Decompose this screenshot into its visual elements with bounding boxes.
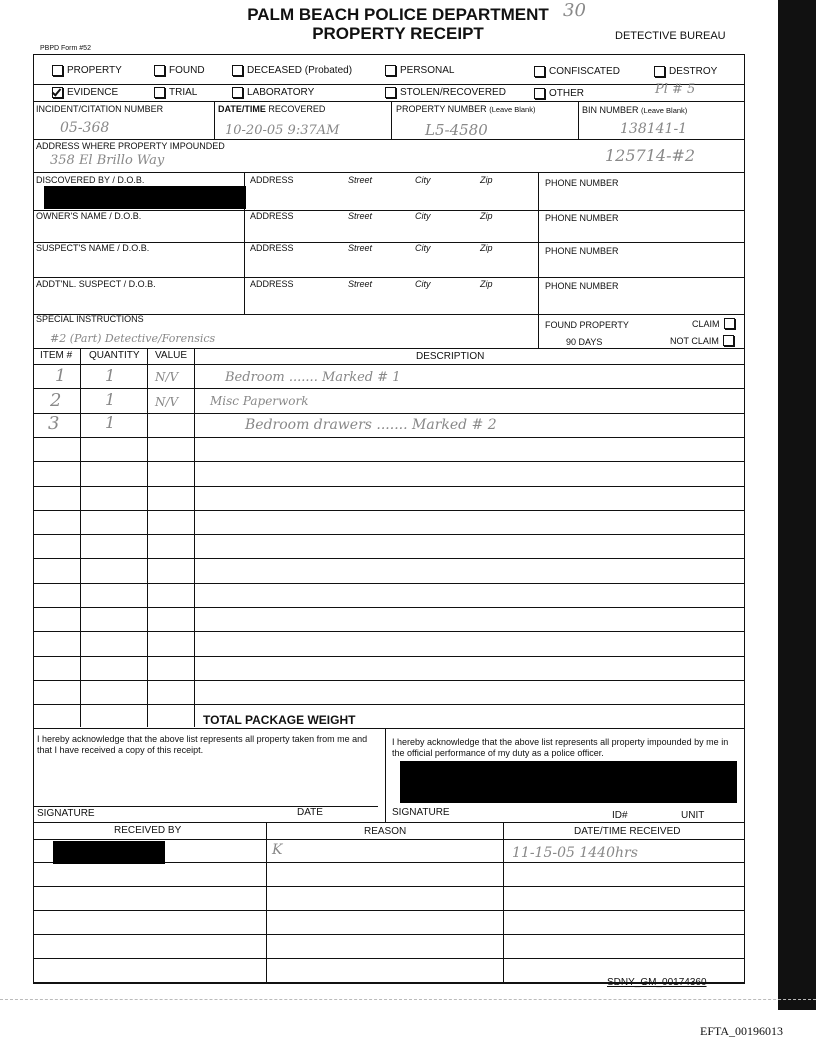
datetime-value: 10-20-05 9:37AM [225, 123, 340, 138]
found-property-label: FOUND PROPERTY [545, 320, 629, 330]
ninety-days-label: 90 DAYS [566, 337, 603, 347]
city-label: City [415, 211, 431, 221]
datetime-received-value: 11-15-05 1440hrs [512, 845, 638, 861]
form-number: PBPD Form #52 [40, 45, 91, 52]
received-by-header: RECEIVED BY [114, 825, 182, 836]
items-row-line [33, 388, 745, 389]
checkbox-box [534, 66, 545, 77]
discovered-by-label: DISCOVERED BY / D.O.B. [36, 175, 145, 185]
city-label: City [415, 279, 431, 289]
incident-label: INCIDENT/CITATION NUMBER [36, 104, 164, 114]
city-label: City [415, 243, 431, 253]
property-number-label: PROPERTY NUMBER (Leave Blank) [396, 104, 536, 114]
zip-label: Zip [480, 211, 493, 221]
col-header-quantity: QUANTITY [89, 350, 140, 361]
street-label: Street [348, 211, 373, 221]
checkbox-box [232, 65, 243, 76]
bureau-label: DETECTIVE BUREAU [615, 30, 726, 42]
checkbox-box [154, 87, 165, 98]
total-package-weight-label: TOTAL PACKAGE WEIGHT [203, 713, 356, 727]
checkbox-box [52, 65, 63, 76]
special-instructions-label: SPECIAL INSTRUCTIONS [36, 314, 144, 324]
form-title: PROPERTY RECEIPT [312, 24, 484, 43]
redaction-box [400, 761, 737, 803]
datetime-received-header: DATE/TIME RECEIVED [574, 826, 681, 837]
bin-number-label: BIN NUMBER (Leave Blank) [582, 105, 688, 115]
checkbox-stolen-recovered[interactable]: STOLEN/RECOVERED [385, 87, 506, 98]
street-label: Street [348, 243, 373, 253]
addtl-suspect-label: ADDT'NL. SUSPECT / D.O.B. [36, 279, 156, 289]
item-2-value: N/V [155, 395, 179, 409]
received-row-line [33, 910, 745, 911]
zip-label: Zip [480, 279, 493, 289]
checkbox-box [385, 65, 396, 76]
received-row-line [33, 934, 745, 935]
items-row-line [33, 656, 745, 657]
phone-label: PHONE NUMBER [545, 246, 619, 256]
item-1-quantity: 1 [105, 366, 116, 385]
checkbox-trial[interactable]: TRIAL [154, 87, 197, 98]
department-title: PALM BEACH POLICE DEPARTMENT [247, 5, 549, 24]
col-header-value: VALUE [155, 350, 188, 361]
items-row-line [33, 680, 745, 681]
datetime-label: DATE/TIME RECOVERED [218, 104, 326, 114]
checkbox-box [154, 65, 165, 76]
checkbox-box-checked [52, 87, 63, 98]
checkbox-property[interactable]: PROPERTY [52, 65, 122, 76]
claim-checkbox[interactable]: CLAIM [692, 318, 735, 329]
items-row-line [33, 461, 745, 462]
incident-value: 05-368 [60, 120, 110, 136]
corner-mark: 30 [563, 0, 586, 21]
date-label: DATE [297, 807, 323, 818]
items-row-line [33, 583, 745, 584]
reason-header: REASON [364, 826, 407, 837]
scan-edge-bar [778, 0, 816, 1010]
checkbox-box [232, 87, 243, 98]
phone-label: PHONE NUMBER [545, 213, 619, 223]
received-row-line [33, 958, 745, 959]
phone-label: PHONE NUMBER [545, 178, 619, 188]
bin-value-2: 125714-#2 [605, 146, 696, 165]
ack-right-text: I hereby acknowledge that the above list represents all property impounded by me in the official performance of my duty as a police officer. [392, 737, 729, 758]
item-1-number: 1 [55, 366, 66, 386]
checkbox-confiscated[interactable]: CONFISCATED [534, 66, 620, 77]
item-2-number: 2 [50, 390, 62, 411]
checkbox-box [723, 335, 734, 346]
checkbox-other[interactable]: OTHER [534, 88, 584, 99]
bottom-scan-line [0, 999, 816, 1000]
property-number-value: L5-4580 [425, 121, 488, 139]
items-row-line [33, 413, 745, 414]
signature-label-left: SIGNATURE [37, 808, 95, 819]
checkbox-deceased[interactable]: DECEASED (Probated) [232, 65, 352, 76]
zip-label: Zip [480, 243, 493, 253]
items-row-line [33, 510, 745, 511]
efta-number: EFTA_00196013 [700, 1024, 784, 1038]
address-label: ADDRESS [250, 211, 294, 221]
checkbox-box [385, 87, 396, 98]
other-value: Pl # 5 [655, 82, 696, 97]
address-label: ADDRESS [250, 279, 294, 289]
items-row-line [33, 631, 745, 632]
checkbox-laboratory[interactable]: LABORATORY [232, 87, 314, 98]
signature-label-right: SIGNATURE [392, 807, 450, 818]
checkbox-box [534, 88, 545, 99]
not-claim-checkbox[interactable]: NOT CLAIM [670, 335, 734, 346]
item-2-quantity: 1 [105, 390, 116, 409]
item-2-description: Misc Paperwork [210, 394, 309, 408]
checkbox-evidence[interactable]: EVIDENCE [52, 87, 118, 98]
address-impounded-label: ADDRESS WHERE PROPERTY IMPOUNDED [36, 141, 225, 151]
checkbox-box [724, 318, 735, 329]
items-row-line [33, 534, 745, 535]
item-3-number: 3 [48, 413, 60, 434]
redaction-box [53, 841, 165, 864]
address-label: ADDRESS [250, 175, 294, 185]
city-label: City [415, 175, 431, 185]
checkbox-destroy[interactable]: DESTROY [654, 66, 717, 77]
address-label: ADDRESS [250, 243, 294, 253]
special-instructions-value: #2 (Part) Detective/Forensics [50, 332, 216, 345]
redaction-box [44, 186, 246, 209]
items-row-line [33, 558, 745, 559]
street-label: Street [348, 175, 373, 185]
id-label: ID# [612, 810, 628, 821]
item-1-value: N/V [155, 370, 179, 384]
items-row-line [33, 437, 745, 438]
checkbox-found[interactable]: FOUND [154, 65, 205, 76]
address-impounded-value: 358 El Brillo Way [50, 153, 165, 168]
received-row-line [33, 886, 745, 887]
unit-label: UNIT [681, 810, 705, 821]
ack-left-text: I hereby acknowledge that the above list represents all property taken from me and that I have received a copy of this receipt. [37, 734, 368, 755]
phone-label: PHONE NUMBER [545, 281, 619, 291]
item-1-description: Bedroom ....... Marked # 1 [225, 370, 401, 385]
bin-value-1: 138141-1 [620, 121, 688, 137]
items-row-line [33, 486, 745, 487]
checkbox-personal[interactable]: PERSONAL [385, 65, 454, 76]
col-header-item: ITEM # [40, 350, 73, 361]
zip-label: Zip [480, 175, 493, 185]
reason-value: K [272, 842, 283, 858]
checkbox-box [654, 66, 665, 77]
street-label: Street [348, 279, 373, 289]
suspect-name-label: SUSPECT'S NAME / D.O.B. [36, 243, 150, 253]
items-row-line [33, 364, 745, 365]
item-3-quantity: 1 [105, 413, 116, 432]
items-row-line [33, 704, 745, 705]
owner-name-label: OWNER'S NAME / D.O.B. [36, 211, 142, 221]
bates-number: SDNY_GM_00174360 [607, 977, 707, 988]
col-header-description: DESCRIPTION [416, 351, 485, 362]
items-row-line [33, 607, 745, 608]
item-3-description: Bedroom drawers ....... Marked # 2 [245, 417, 497, 433]
